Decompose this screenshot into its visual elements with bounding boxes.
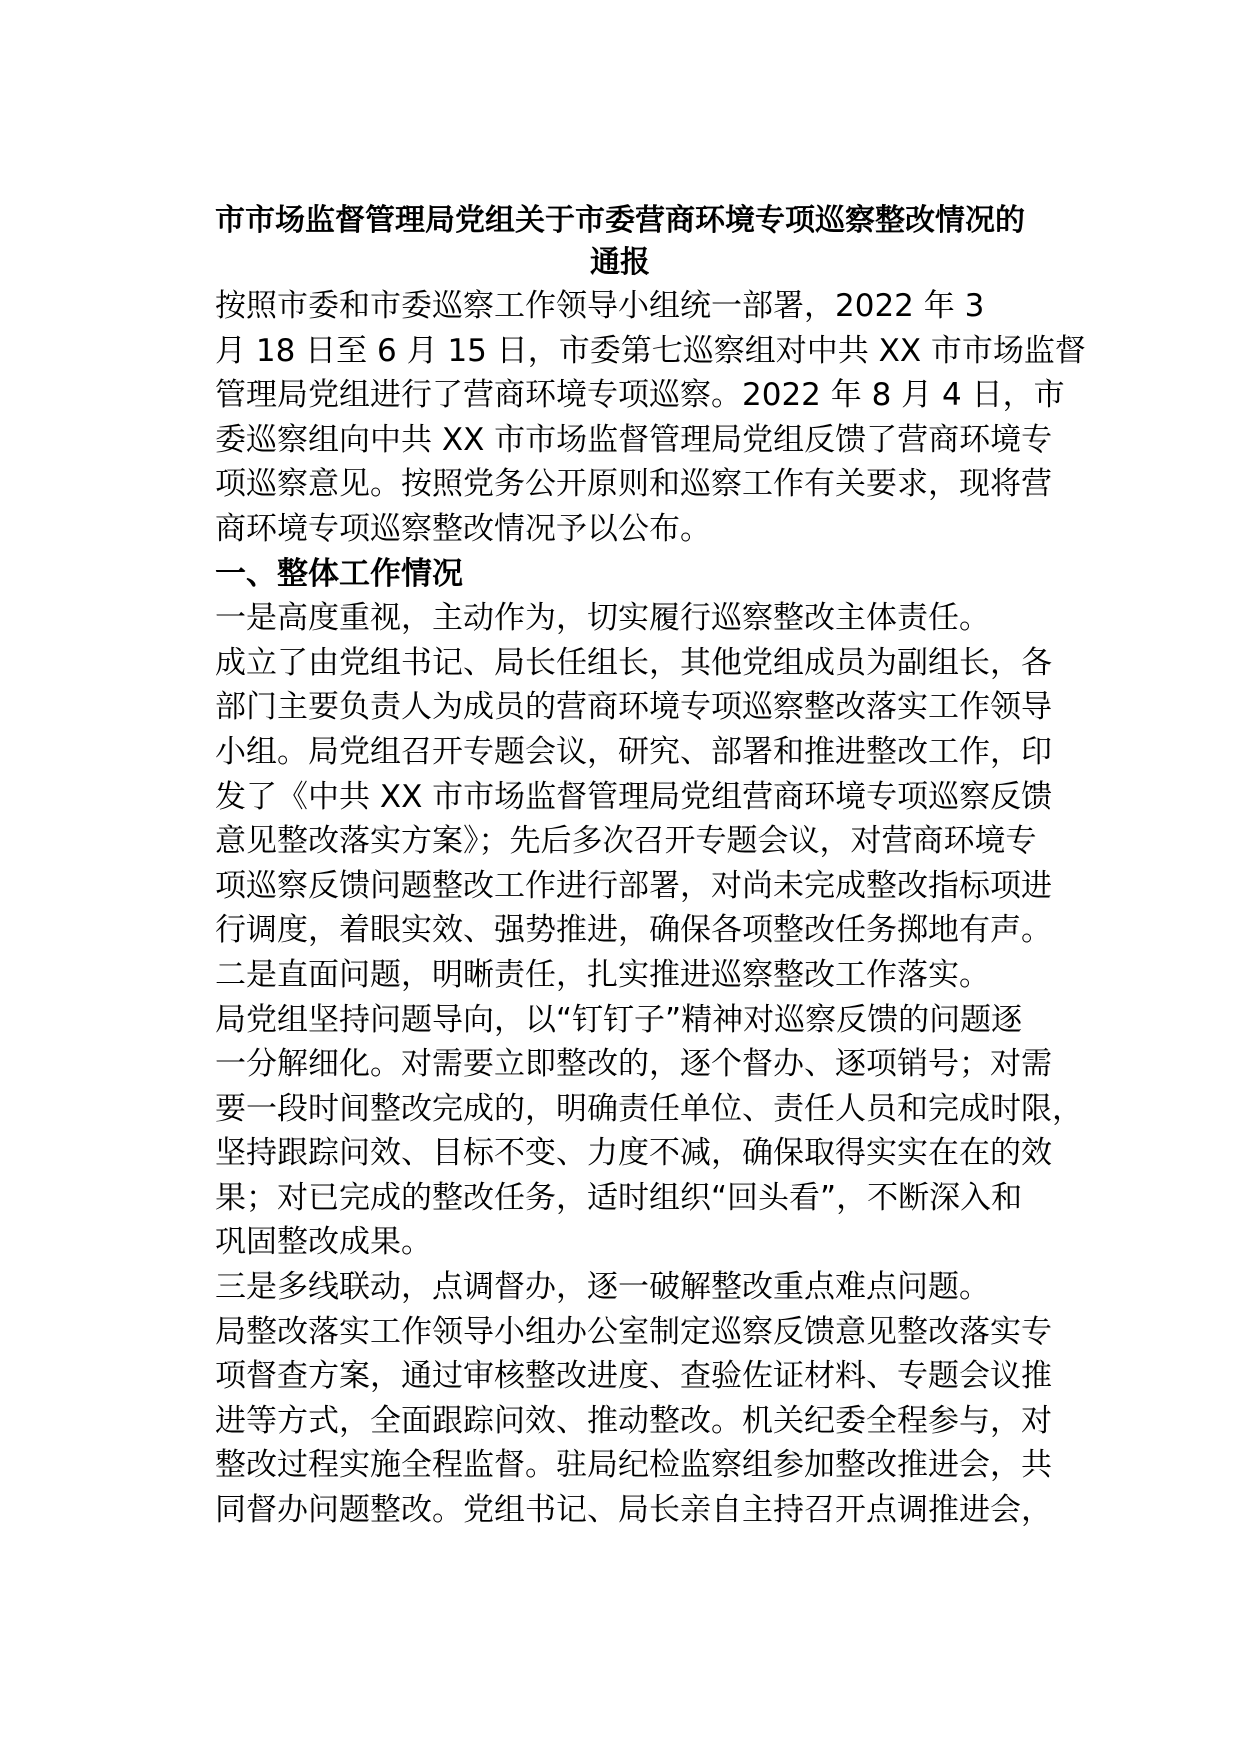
text-line: 项巡察反馈问题整改工作进行部署，对尚未完成整改指标项进 <box>215 867 1052 904</box>
text-line: 商环境专项巡察整改情况予以公布。 <box>215 510 711 547</box>
text-line: 成立了由党组书记、局长任组长，其他党组成员为副组长，各 <box>215 644 1052 681</box>
text-line: 发了《中共 XX 市市场监督管理局党组营商环境专项巡察反馈 <box>215 778 1053 815</box>
text-line: 项督查方案，通过审核整改进度、查验佐证材料、专题会议推 <box>215 1358 1052 1395</box>
text-line: 巩固整改成果。 <box>215 1224 432 1261</box>
text-line: 管理局党组进行了营商环境专项巡察。2022 年 8 月 4 日，市 <box>215 377 1065 414</box>
text-line: 要一段时间整改完成的，明确责任单位、责任人员和完成时限， <box>215 1090 1083 1127</box>
text-line: 意见整改落实方案》；先后多次召开专题会议，对营商环境专 <box>215 823 1037 860</box>
text-line: 三是多线联动，点调督办，逐一破解整改重点难点问题。 <box>215 1269 990 1306</box>
text-line: 坚持跟踪问效、目标不变、力度不减，确保取得实实在在的效 <box>215 1135 1052 1172</box>
text-line: 局党组坚持问题导向，以“钉钉子”精神对巡察反馈的问题逐 <box>215 1001 1023 1038</box>
paragraph-point-two <box>153 953 1087 1265</box>
text-line: 行调度，着眼实效、强势推进，确保各项整改任务掷地有声。 <box>215 912 1052 949</box>
text-line: 整改过程实施全程监督。驻局纪检监察组参加整改推进会，共 <box>215 1447 1052 1484</box>
text-line: 项巡察意见。按照党务公开原则和巡察工作有关要求，现将营 <box>215 466 1052 503</box>
text-line: 果；对已完成的整改任务，适时组织“回头看”，不断深入和 <box>215 1179 1023 1216</box>
title-line: 市市场监督管理局党组关于市委营商环境专项巡察整改情况的 <box>215 203 1025 238</box>
text-line: 一分解细化。对需要立即整改的，逐个督办、逐项销号；对需 <box>215 1046 1052 1083</box>
text-line: 委巡察组向中共 XX 市市场监督管理局党组反馈了营商环境专 <box>215 421 1053 458</box>
text-line: 部门主要负责人为成员的营商环境专项巡察整改落实工作领导 <box>215 689 1052 726</box>
section-heading: 一、整体工作情况 <box>215 555 463 592</box>
text-line: 按照市委和市委巡察工作领导小组统一部署，2022 年 3 <box>215 288 985 324</box>
text-line: 月 18 日至 6 月 15 日，市委第七巡察组对中共 XX 市市场监督 <box>215 332 1086 369</box>
paragraph-point-one <box>153 596 1087 953</box>
text-line: 一是高度重视，主动作为，切实履行巡察整改主体责任。 <box>215 600 990 637</box>
document-title <box>153 200 1087 284</box>
intro-paragraph <box>153 284 1087 552</box>
text-line: 局整改落实工作领导小组办公室制定巡察反馈意见整改落实专 <box>215 1313 1052 1350</box>
paragraph-point-three <box>153 1265 1087 1533</box>
text-line: 同督办问题整改。党组书记、局长亲自主持召开点调推进会， <box>215 1492 1052 1529</box>
text-line: 进等方式，全面跟踪问效、推动整改。机关纪委全程参与，对 <box>215 1402 1052 1439</box>
text-line: 二是直面问题，明晰责任，扎实推进巡察整改工作落实。 <box>215 956 990 993</box>
text-line: 小组。局党组召开专题会议，研究、部署和推进整改工作，印 <box>215 733 1052 770</box>
document-body <box>153 200 1087 1533</box>
title-line: 通报 <box>590 245 650 280</box>
